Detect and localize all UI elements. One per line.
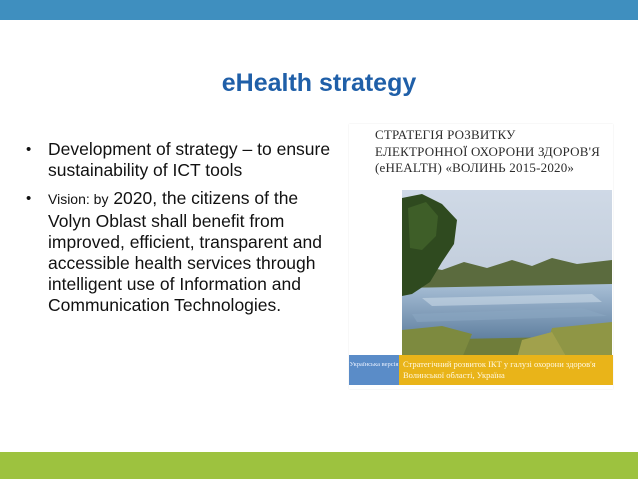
- bottom-accent-band: [0, 452, 638, 479]
- slide-title: eHealth strategy: [221, 68, 417, 97]
- bullet-text: 2020, the citizens of the Volyn Oblast shall benefit from improved, efficient, transparent and accessible health services through intelligent use of Information and Communication Technologies.: [48, 188, 323, 316]
- bullet-item: [24, 188, 344, 316]
- river-landscape-photo: [402, 190, 612, 358]
- bullet-list: [24, 139, 344, 324]
- cover-language-label: Українська версія: [349, 355, 399, 385]
- bullet-item: [24, 139, 344, 181]
- cover-title: СТРАТЕГІЯ РОЗВИТКУ ЕЛЕКТРОННОЇ ОХОРОНИ ЗДОРОВ'Я (eHEALTH) «ВОЛИНЬ 2015-2020»: [375, 127, 600, 175]
- bullet-dot-icon: •: [26, 190, 32, 208]
- top-accent-band: [0, 0, 638, 20]
- bullet-prefix: Vision: by: [48, 191, 109, 208]
- bullet-text: Development of strategy – to ensure sustainability of ICT tools: [48, 139, 331, 181]
- strategy-cover-image: [349, 124, 613, 389]
- cover-subtitle: Стратегічний розвиток ІКТ у галузі охорони здоров'я Волинської області, Україна: [399, 355, 613, 385]
- cover-footer: [349, 355, 613, 385]
- bullet-dot-icon: •: [26, 141, 32, 158]
